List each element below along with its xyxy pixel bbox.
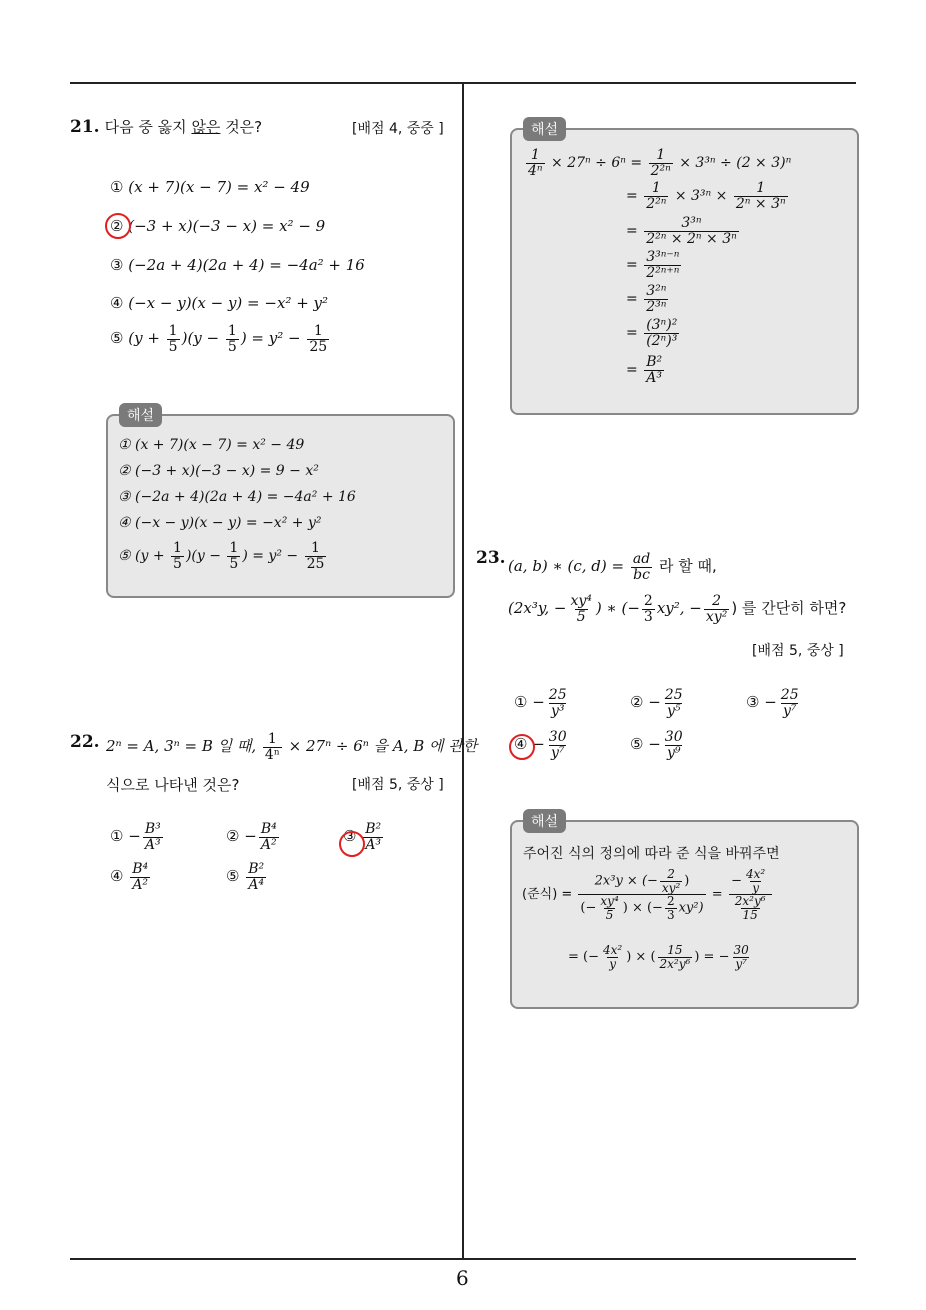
- solution-line: ③ (−2a + 4)(2a + 4) = −4a² + 16: [118, 489, 356, 505]
- choice-4[interactable]: ④ $\frac{\text{B⁴}}{\text{A²}}$: [110, 861, 149, 893]
- solution-line: ① (x + 7)(x − 7) = x² − 49: [118, 437, 305, 453]
- solution-line: = $\frac{\text{B²}}{\text{A³}}$: [626, 354, 663, 386]
- question-number: 22.: [70, 732, 100, 752]
- solution-line: = (− $\frac{\text{4x²}}{y}$ ) × ( $\frac{15}{\text{2x²y⁶}}$ ) = − $\frac{30}{\text{y⁷}}$: [568, 943, 749, 971]
- question-text: 다음 중 옳지 않은 것은?: [104, 118, 263, 136]
- choice-5[interactable]: ⑤ $\frac{\text{B²}}{\text{A⁴}}$: [226, 861, 265, 893]
- solution-line: ⑤ (y + $\frac{1}{5}$ )(y − $\frac{1}{5}$ ) = y² − $\frac{1}{25}$: [118, 540, 325, 572]
- solution-intro: 주어진 식의 정의에 따라 준 식을 바꿔주면: [523, 846, 780, 862]
- solution-line: = $\frac{\text{3³ⁿ⁻ⁿ}}{\text{2²ⁿ⁺ⁿ}}$: [626, 249, 680, 281]
- choice-1[interactable]: ① (x + 7)(x − 7) = x² − 49: [110, 178, 310, 196]
- solution-line: ② (−3 + x)(−3 − x) = 9 − x²: [118, 463, 319, 479]
- choice-2[interactable]: ② (−3 + x)(−3 − x) = x² − 9: [110, 217, 326, 235]
- choice-3[interactable]: ③ − $\frac{25}{\text{y⁷}}$: [746, 687, 799, 719]
- choice-4[interactable]: ④ (−x − y)(x − y) = −x² + y²: [110, 294, 329, 312]
- question-22-meta: [배점 5, 중상 ]: [352, 777, 444, 793]
- solution-line: = $\frac{\text{3³ⁿ}}{\text{2²ⁿ × 2ⁿ × 3ⁿ}}$: [626, 215, 737, 247]
- solution-tag: 해설: [523, 809, 566, 833]
- solution-line: = $\frac{\text{(3ⁿ)²}}{\text{(2ⁿ)³}}$: [626, 317, 678, 349]
- selected-answer-mark: [509, 734, 535, 760]
- bottom-rule: [70, 1258, 856, 1260]
- question-22-text: 2ⁿ = A, 3ⁿ = B 일 때, $\frac{1}{\text{4ⁿ}}$ × 27ⁿ ÷ 6ⁿ 을 A, B 에 관한: [106, 731, 478, 763]
- question-21-meta: [배점 4, 중중 ]: [352, 121, 444, 137]
- column-divider: [462, 83, 464, 1259]
- solution-line: = $\frac{\text{3²ⁿ}}{\text{2³ⁿ}}$: [626, 283, 667, 315]
- page-number: 6: [456, 1266, 469, 1290]
- question-22-text-line2: 식으로 나타낸 것은?: [106, 776, 240, 794]
- choice-5[interactable]: ⑤ (y + $\frac{1}{5}$ )(y − $\frac{1}{5}$ ) = y² − $\frac{1}{25}$: [110, 323, 328, 355]
- solution-line: $\frac{1}{\text{4ⁿ}}$ × 27ⁿ ÷ 6ⁿ = $\frac{1}{\text{2²ⁿ}}$ × 3³ⁿ ÷ (2 × 3)ⁿ: [528, 147, 792, 179]
- choice-4[interactable]: ④ − $\frac{30}{\text{y⁷}}$: [514, 729, 567, 761]
- solution-line: (준식) = 2x³y × (− $\frac{2}{\text{xy²}}$ ) (− $\frac{\text{xy⁴}}{5}$ ) × (− $\frac{2}{3}$ xy²) = − $\frac{\text{4x²}}{y}$ $\frac{\text{2x²y⁶}}{15}$: [522, 868, 774, 921]
- question-23-text-line2: (2x³y, − $\frac{\text{xy⁴}}{5}$ ) ∗ (− $\frac{2}{3}$ xy², − $\frac{2}{\text{xy²}}$ ) 를 간단히 하면?: [508, 593, 847, 625]
- selected-answer-mark: [339, 831, 365, 857]
- question-number: 23.: [476, 548, 506, 568]
- question-number: 21.: [70, 117, 100, 137]
- choice-2[interactable]: ② − $\frac{\text{B⁴}}{\text{A²}}$: [226, 821, 277, 853]
- choice-5[interactable]: ⑤ − $\frac{30}{\text{y⁹}}$: [630, 729, 683, 761]
- question-23-text: (a, b) ∗ (c, d) = $\frac{ad}{bc}$ 라 할 때,: [508, 551, 717, 583]
- choice-1[interactable]: ① − $\frac{25}{\text{y³}}$: [514, 687, 567, 719]
- choice-3[interactable]: ③ (−2a + 4)(2a + 4) = −4a² + 16: [110, 256, 365, 274]
- choice-2[interactable]: ② − $\frac{25}{\text{y⁵}}$: [630, 687, 683, 719]
- solution-tag: 해설: [119, 403, 162, 427]
- solution-tag: 해설: [523, 117, 566, 141]
- choice-1[interactable]: ① − $\frac{\text{B³}}{\text{A³}}$: [110, 821, 161, 853]
- question-23-meta: [배점 5, 중상 ]: [752, 643, 844, 659]
- selected-answer-mark: [105, 213, 131, 239]
- choice-3[interactable]: ③ $\frac{\text{B²}}{\text{A³}}$: [343, 821, 382, 853]
- solution-line: = $\frac{1}{\text{2²ⁿ}}$ × 3³ⁿ × $\frac{1}{\text{2ⁿ × 3ⁿ}}$: [626, 180, 786, 212]
- solution-line: ④ (−x − y)(x − y) = −x² + y²: [118, 515, 322, 531]
